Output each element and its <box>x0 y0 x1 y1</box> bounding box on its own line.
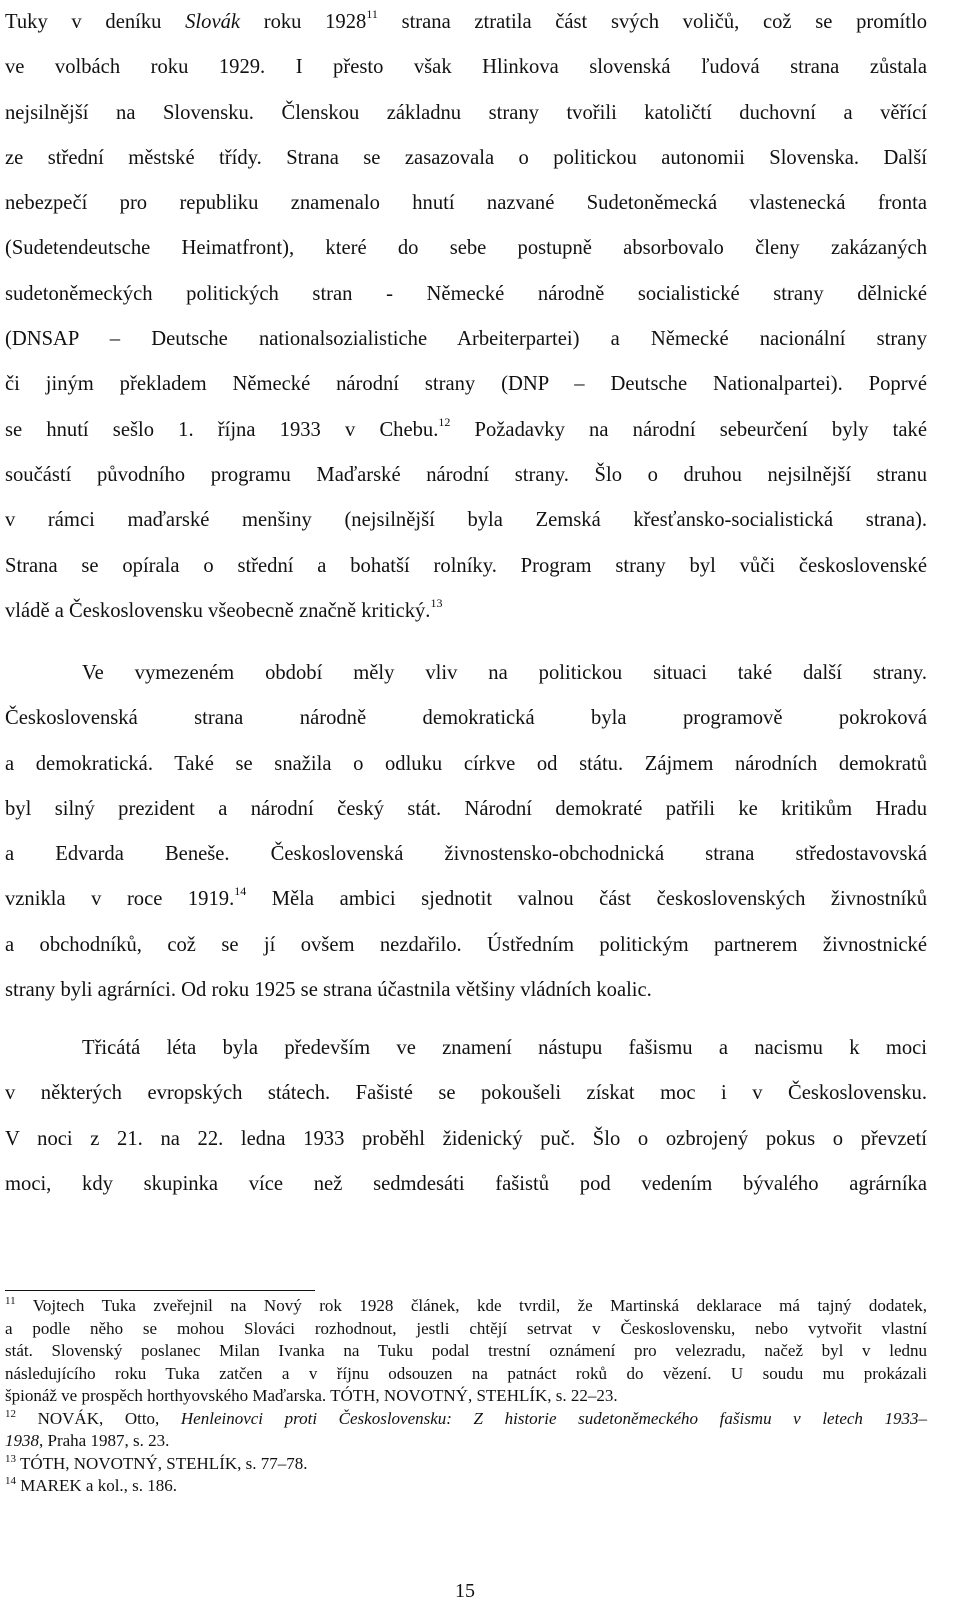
page-number: 15 <box>455 1580 475 1602</box>
text-line <box>5 696 927 741</box>
text-run: Strana se opírala o střední a bohatší rolníky. Program strany byl vůči československé <box>5 554 927 577</box>
text-run: ve volbách roku 1929. I přesto však Hlinkova slovenská ľudová strana zůstala <box>5 56 927 79</box>
text-run: a podle něho se mohou Slováci rozhodnout, jestli chtějí setrvat v Československu, nebo vytvořit vlastní <box>5 1318 927 1338</box>
text-run: se hnutí sešlo 1. října 1933 v Chebu. <box>5 418 439 441</box>
text-line <box>5 651 927 696</box>
text-run: součástí původního programu Maďarské národní strany. Šlo o druhou nejsilnější stranu <box>5 463 927 486</box>
text-run: a Edvarda Beneše. Československá živnostensko-obchodnická strana středostavovská <box>5 843 927 866</box>
footnote-separator <box>5 1290 315 1291</box>
text-line <box>5 589 927 634</box>
paragraph-3 <box>5 1026 927 1207</box>
footnote-line <box>5 1430 927 1453</box>
text-line <box>5 742 927 787</box>
text-run: v některých evropských státech. Fašisté se pokoušeli získat moc i v Československu. <box>5 1082 927 1105</box>
footnote-ref: 14 <box>5 1475 16 1487</box>
text-line <box>5 0 927 45</box>
text-line <box>5 1071 927 1116</box>
text-run: roku 1928 <box>240 11 367 33</box>
footnote-ref: 13 <box>430 595 443 610</box>
text-run: a demokratická. Také se snažila o odluku církve od státu. Zájmem národních demokratů <box>5 752 927 775</box>
text-line <box>5 45 927 90</box>
text-run: TÓTH, NOVOTNÝ, STEHLÍK, s. 77–78. <box>16 1453 308 1473</box>
text-run: Třicátá léta byla především ve znamení nástupu fašismu a nacismu k moci <box>82 1037 927 1059</box>
text-line <box>5 877 927 922</box>
text-run: Vojtech Tuka zveřejnil na Nový rok 1928 článek, kde tvrdil, že Martinská deklarace má tajný dodatek, <box>15 1296 927 1315</box>
text-line <box>5 787 927 832</box>
text-run: nejsilnější na Slovensku. Členskou základnu strany tvořili katoličtí duchovní a věřící <box>5 101 927 124</box>
footnote-ref: 12 <box>438 414 451 429</box>
footnote-line <box>5 1385 927 1408</box>
italic-text: Slovák <box>185 11 241 33</box>
text-run: strana ztratila část svých voličů, což se promítlo <box>377 11 927 33</box>
text-line <box>5 226 927 271</box>
footnote-line <box>5 1453 927 1476</box>
text-line <box>5 362 927 407</box>
paragraph-2 <box>5 651 927 1013</box>
footnote-ref: 13 <box>5 1452 16 1465</box>
text-run: špionáž ve prospěch horthyovského Maďarska. TÓTH, NOVOTNÝ, STEHLÍK, s. 22–23. <box>5 1386 618 1405</box>
text-run: ze střední městské třídy. Strana se zasazovala o politickou autonomii Slovenska. Další <box>5 146 927 169</box>
footnote-ref: 11 <box>5 1295 16 1307</box>
text-line <box>5 968 927 1013</box>
text-line <box>5 408 927 453</box>
italic-text: Henleinovci proti Československu: Z historie sudetoněmeckého fašismu v letech 1933– <box>180 1408 928 1428</box>
text-run: strany byli agrárníci. Od roku 1925 se strana účastnila většiny vládních koalic. <box>5 979 652 1002</box>
text-line <box>5 1117 927 1162</box>
footnotes <box>5 1295 927 1498</box>
text-run: nebezpečí pro republiku znamenalo hnutí nazvané Sudetoněmecká vlastenecká fronta <box>5 192 927 215</box>
footnote-line <box>5 1475 927 1498</box>
text-run: NOVÁK, Otto, <box>16 1408 181 1428</box>
text-line <box>5 91 927 136</box>
text-line <box>5 923 927 968</box>
footnote-line <box>5 1295 927 1318</box>
text-line <box>5 317 927 362</box>
text-run: v rámci maďarské menšiny (nejsilnější byla Zemská křesťansko-socialistická strana). <box>5 509 927 532</box>
footnote-line <box>5 1363 927 1386</box>
text-run: V noci z 21. na 22. ledna 1933 proběhl židenický puč. Šlo o ozbrojený pokus o převzetí <box>5 1127 927 1150</box>
text-line <box>5 136 927 181</box>
text-run: následujícího roku Tuka zatčen a v říjnu odsouzen na patnáct roků do vězení. U soudu mu prokázali <box>5 1363 927 1383</box>
footnote-ref: 11 <box>366 7 378 21</box>
text-run: MAREK a kol., s. 186. <box>16 1476 178 1495</box>
text-line <box>5 544 927 589</box>
text-run: byl silný prezident a národní český stát. Národní demokraté patřili ke kritikům Hradu <box>5 797 927 820</box>
text-run: vznikla v roce 1919. <box>5 888 235 911</box>
text-line <box>5 1026 927 1071</box>
text-run: Požadavky na národní sebeurčení byly také <box>450 418 927 441</box>
paragraph-1 <box>5 0 927 634</box>
text-line <box>5 453 927 498</box>
text-run: Tuky v deníku <box>5 11 186 33</box>
text-run: moci, kdy skupinka více než sedmdesáti fašistů pod vedením bývalého agrárníka <box>5 1172 927 1195</box>
text-run: sudetoněmeckých politických stran - Německé národně socialistické strany dělnické <box>5 282 927 305</box>
text-run: Měla ambici sjednotit valnou část československých živnostníků <box>246 888 927 911</box>
text-run: (DNSAP – Deutsche nationalsozialistiche Arbeiterpartei) a Německé nacionální strany <box>5 328 927 351</box>
footnote-line <box>5 1340 927 1363</box>
text-line <box>5 181 927 226</box>
text-run: Ve vymezeném období měly vliv na politickou situaci také další strany. <box>82 662 927 684</box>
text-line <box>5 832 927 877</box>
text-line <box>5 1162 927 1207</box>
text-run: vládě a Československu všeobecně značně kritický. <box>5 599 431 622</box>
text-run: či jiným překladem Německé národní strany (DNP – Deutsche Nationalpartei). Poprvé <box>5 373 927 396</box>
footnote-line <box>5 1318 927 1341</box>
footnote-ref: 12 <box>5 1407 16 1420</box>
italic-text: 1938 <box>5 1431 39 1450</box>
text-run: Československá strana národně demokratická byla programově pokroková <box>5 707 927 730</box>
footnote-line <box>5 1408 927 1431</box>
text-line <box>5 272 927 317</box>
text-line <box>5 498 927 543</box>
text-run: (Sudetendeutsche Heimatfront), které do sebe postupně absorbovalo členy zakázaných <box>5 237 927 260</box>
text-run: , Praha 1987, s. 23. <box>39 1431 170 1450</box>
text-run: a obchodníků, což se jí ovšem nezdařilo. Ústředním politickým partnerem živnostnické <box>5 933 927 956</box>
footnote-ref: 14 <box>234 884 247 899</box>
text-run: stát. Slovenský poslanec Milan Ivanka na Tuku podal trestní oznámení pro velezradu, načež byl v lednu <box>5 1341 927 1360</box>
